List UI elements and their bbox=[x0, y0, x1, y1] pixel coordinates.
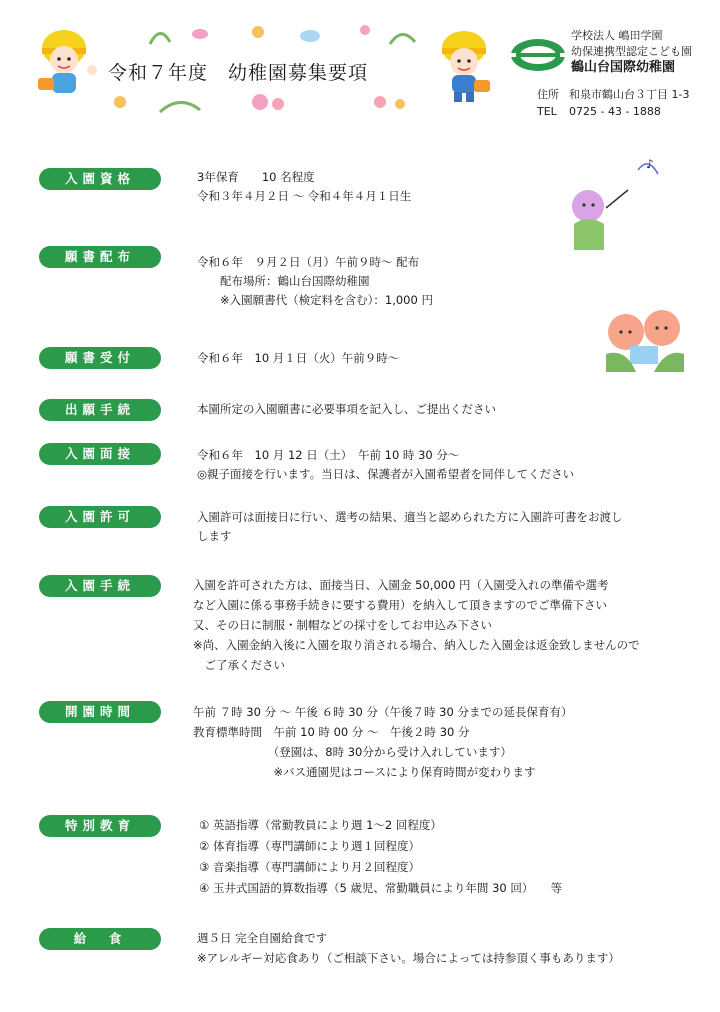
section-label: 給 食 bbox=[39, 928, 161, 950]
content-line: ② 体育指導（専門講師により週１回程度） bbox=[199, 839, 420, 853]
content-line: 入園許可は面接日に行い、選考の結果、適当と認められた方に入園許可書をお渡し bbox=[197, 510, 623, 524]
section-label: 開園時間 bbox=[39, 701, 161, 723]
section-content bbox=[197, 168, 411, 206]
content-line: 令和６年 10 月１日（火）午前９時～ bbox=[197, 351, 400, 365]
section-content bbox=[197, 508, 623, 546]
content-line: （登園は、8時 30分から受け入れしています） bbox=[193, 745, 512, 759]
org-corporation: 学校法人 嶋田学園 bbox=[571, 29, 663, 42]
section-label: 出願手続 bbox=[39, 399, 161, 421]
section-label: 願書受付 bbox=[39, 347, 161, 369]
section-label: 入園許可 bbox=[39, 506, 161, 528]
content-line: 午前 ７時 30 分 ～ 午後 ６時 30 分（午後７時 30 分までの延長保育有） bbox=[193, 705, 573, 719]
section-label: 入園面接 bbox=[39, 443, 161, 465]
flower-decoration-top bbox=[140, 14, 430, 54]
content-line: ご了承ください bbox=[193, 658, 285, 672]
address-value: 和泉市鶴山台３丁目 1-3 bbox=[569, 88, 690, 101]
content-line: 週５日 完全自園給食です bbox=[197, 931, 328, 945]
content-line: ◎親子面接を行います。当日は、保護者が入園希望者を同伴してください bbox=[197, 467, 575, 481]
section-content bbox=[197, 349, 399, 368]
content-line: 3年保育 10 名程度 bbox=[197, 170, 315, 184]
section-content bbox=[197, 446, 574, 484]
content-line: ※入園願書代（検定料を含む）：1,000 円 bbox=[197, 293, 433, 307]
address-label: 住所 bbox=[537, 88, 559, 101]
school-logo-icon bbox=[510, 38, 566, 72]
flower-decoration-bottom bbox=[100, 88, 430, 120]
tel-label: TEL bbox=[537, 105, 557, 118]
content-line: 令和３年４月２日 ～ 令和４年４月１日生 bbox=[197, 189, 412, 203]
section-content bbox=[197, 400, 496, 419]
section-content bbox=[197, 928, 620, 968]
content-line: 教育標準時間 午前 10 時 00 分 ～ 午後２時 30 分 bbox=[193, 725, 470, 739]
svg-text:♪: ♪ bbox=[646, 157, 654, 171]
section-content bbox=[193, 702, 572, 782]
page-title: 令和７年度 幼稚園募集要項 bbox=[108, 62, 369, 84]
tel-value: 0725 - 43 - 1888 bbox=[569, 105, 661, 118]
content-line: します bbox=[197, 529, 232, 543]
content-line: 又、その日に制服・制帽などの採寸をしてお申込み下さい bbox=[193, 618, 492, 632]
content-line: 令和６年 10 月 12 日（土） 午前 10 時 30 分～ bbox=[197, 448, 460, 462]
contact-block bbox=[537, 86, 689, 120]
organization-block bbox=[571, 28, 692, 76]
section-content bbox=[199, 815, 562, 899]
content-line: ※アレルギー対応食あり（ご相談下さい。場合によっては持参頂く事もあります） bbox=[197, 951, 620, 965]
content-line: ① 英語指導（常勤教員により週 1～2 回程度） bbox=[199, 818, 442, 832]
org-type: 幼保連携型認定こども園 bbox=[571, 45, 692, 58]
section-label: 入園資格 bbox=[39, 168, 161, 190]
section-content bbox=[193, 575, 640, 675]
section-label: 特別教育 bbox=[39, 815, 161, 837]
tulip-conductor-illustration bbox=[548, 150, 668, 270]
tulip-reading-illustration bbox=[596, 302, 692, 382]
content-line: 配布場所：鶴山台国際幼稚園 bbox=[197, 274, 370, 288]
org-name: 鶴山台国際幼稚園 bbox=[571, 60, 676, 75]
content-line: ④ 玉井式国語的算数指導（5 歳児、常勤職員により年間 30 回） 等 bbox=[199, 881, 563, 895]
content-line: など入園に係る事務手続きに要する費用）を納入して頂きますのでご準備下さい bbox=[193, 598, 607, 612]
content-line: 本園所定の入園願書に必要事項を記入し、ご提出ください bbox=[197, 402, 496, 416]
content-line: 令和６年 ９月２日（月）午前９時～ 配布 bbox=[197, 255, 420, 269]
section-label: 入園手続 bbox=[39, 575, 161, 597]
child-illustration-left bbox=[30, 22, 102, 102]
section-content bbox=[197, 253, 433, 310]
content-line: 入園を許可された方は、面接当日、入園金 50,000 円（入園受入れの準備や選考 bbox=[193, 578, 609, 592]
content-line: ③ 音楽指導（専門講師により月２回程度） bbox=[199, 860, 420, 874]
child-illustration-right bbox=[428, 26, 498, 106]
section-label: 願書配布 bbox=[39, 246, 161, 268]
content-line: ※バス通園児はコースにより保育時間が変わります bbox=[193, 765, 536, 779]
content-line: ※尚、入園金納入後に入園を取り消される場合、納入した入園金は返金致しませんので bbox=[193, 638, 640, 652]
